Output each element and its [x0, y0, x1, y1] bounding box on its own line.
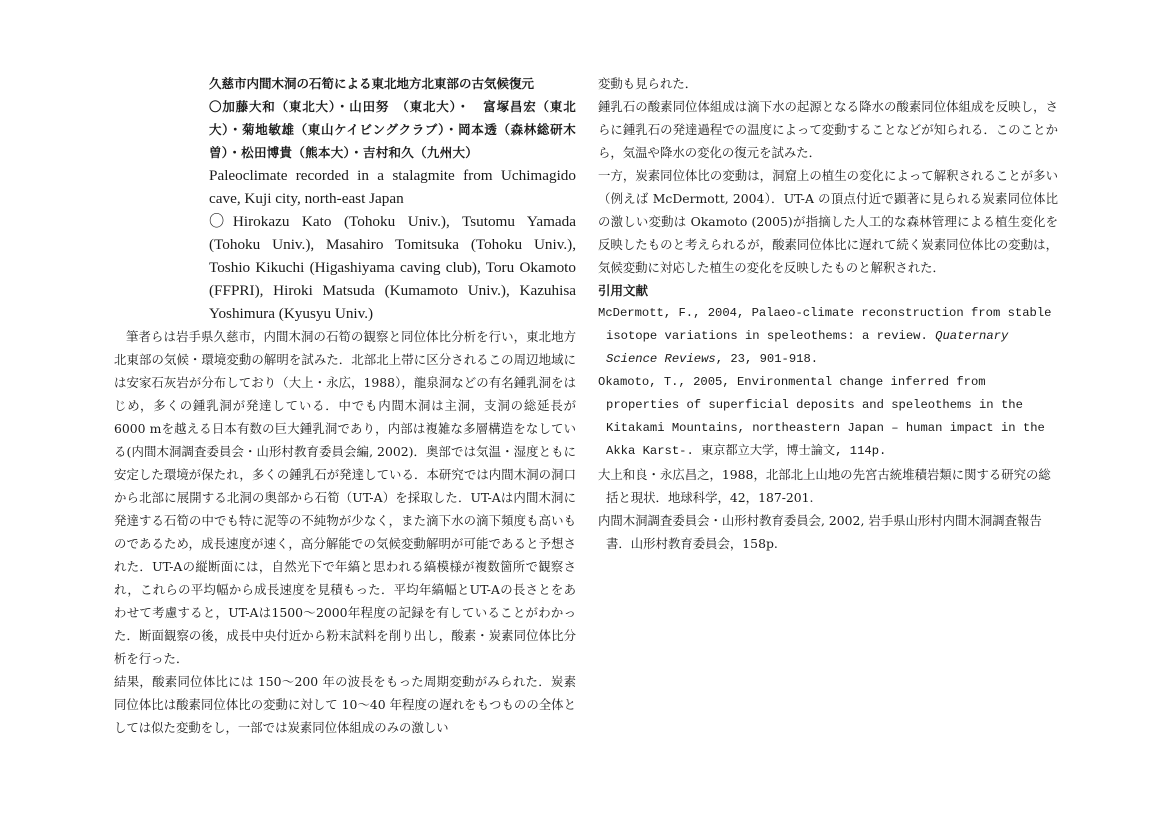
left-column	[114, 72, 576, 739]
reference-mcdermott-journal: Quaternary Science Reviews	[606, 329, 1009, 366]
reference-okamoto: Okamoto, T., 2005, Environmental change inferred from properties of superficial deposits and speleothems in the Kitakami Mountains, northeastern Japan – human impact in the Akka Karst-. 東京都立大学，博士論文, 114p.	[598, 375, 1045, 458]
right-column	[598, 72, 1058, 555]
body-paragraph-results-cont: 変動も見られた．	[598, 76, 698, 91]
body-paragraph-results: 結果，酸素同位体比には 150～200 年の波長をもった周期変動がみられた．炭素同位体比は酸素同位体比の変動に対して 10～40 年程度の遅れをもつものの全体としては似た変動をし，一部では炭素同位体組成のみの激しい	[114, 674, 576, 735]
body-paragraph-oxygen: 鍾乳石の酸素同位体組成は滴下水の起源となる降水の酸素同位体組成を反映し，さらに鍾乳石の発達過程での温度によって変動することなどが知られる．このことから，気温や降水の変化の復元を試みた．	[598, 99, 1058, 160]
japanese-authors: 〇加藤大和（東北大）・山田努 （東北大）・ 富塚昌宏（東北大）・菊地敏雄（東山ケイビングクラブ）・岡本透（森林総研木曽）・松田博貴（熊本大）・吉村和久（九州大）	[209, 99, 576, 160]
japanese-title: 久慈市内間木洞の石筍による東北地方北東部の古気候復元	[209, 76, 535, 91]
reference-uchimagido-report: 内間木洞調査委員会・山形村教育委員会, 2002, 岩手県山形村内間木洞調査報告書．山形村教育委員会，158p.	[598, 513, 1042, 551]
reference-mcdermott	[598, 302, 1058, 371]
body-paragraph-carbon: 一方，炭素同位体比の変動は，洞窟上の植生の変化によって解釈されることが多い（例えば McDermott, 2004）．UT-A の頂点付近で顕著に見られる炭素同位体比の激しい変動は Okamoto (2005)が指摘した人工的な森林管理による植生変化を反映したものと考えられるが，酸素同位体比に遅れて続く炭素同位体比の変動は，気候変動に対応した植生の変化を反映したものと解釈された．	[598, 168, 1058, 275]
reference-mcdermott-tail: , 23, 901-918.	[715, 352, 819, 366]
english-authors: 〇Hirokazu Kato (Tohoku Univ.), Tsutomu Yamada (Tohoku Univ.), Masahiro Tomitsuka (Tohoku Univ.), Toshio Kikuchi (Higashiyama caving club), Toru Okamoto (FFPRI), Hiroki Matsuda (Kumamoto Univ.), Kazuhisa Yoshimura (Kyusyu Univ.)	[209, 213, 576, 322]
english-title: Paleoclimate recorded in a stalagmite from Uchimagido cave, Kuji city, north-east Japan	[209, 167, 576, 207]
reference-ogami: 大上和良・永広昌之，1988，北部北上山地の先宮古統堆積岩類に関する研究の総括と現状．地球科学，42，187-201.	[598, 467, 1051, 505]
body-paragraph-intro: 筆者らは岩手県久慈市，内間木洞の石筍の観察と同位体比分析を行い，東北地方北東部の気候・環境変動の解明を試みた．北部北上帯に区分されるこの周辺地域には安家石灰岩が分布しており（大上・永広，1988），龍泉洞などの有名鍾乳洞をはじめ，多くの鍾乳洞が発達している．中でも内間木洞は主洞，支洞の総延長が6000 mを越える日本有数の巨大鍾乳洞であり，内部は複雑な多層構造をなしている(内間木洞調査委員会・山形村教育委員会編, 2002)．奥部では気温・湿度ともに安定した環境が保たれ，多くの鍾乳石が発達している．本研究では内間木洞の洞口から北部に展開する北洞の奥部から石筍（UT-A）を採取した．UT-Aは内間木洞に発達する石筍の中でも特に泥等の不純物が少なく，また滴下水の滴下頻度も高いものであるため，成長速度が速く，高分解能での気候変動解明が可能であると予想された．UT-Aの縦断面には，自然光下で年縞と思われる縞模様が複数箇所で観察され，これらの平均幅から成長速度を見積もった．平均年縞幅とUT-Aの長さとをあわせて考慮すると，UT-Aは1500～2000年程度の記録を有していることがわかった．断面観察の後，成長中央付近から粉末試料を削り出し，酸素・炭素同位体比分析を行った．	[114, 329, 576, 666]
reference-mcdermott-main: McDermott, F., 2004, Palaeo-climate reconstruction from stable isotope variations in speleothems: a review.	[598, 306, 1052, 343]
references-heading: 引用文献	[598, 283, 649, 298]
